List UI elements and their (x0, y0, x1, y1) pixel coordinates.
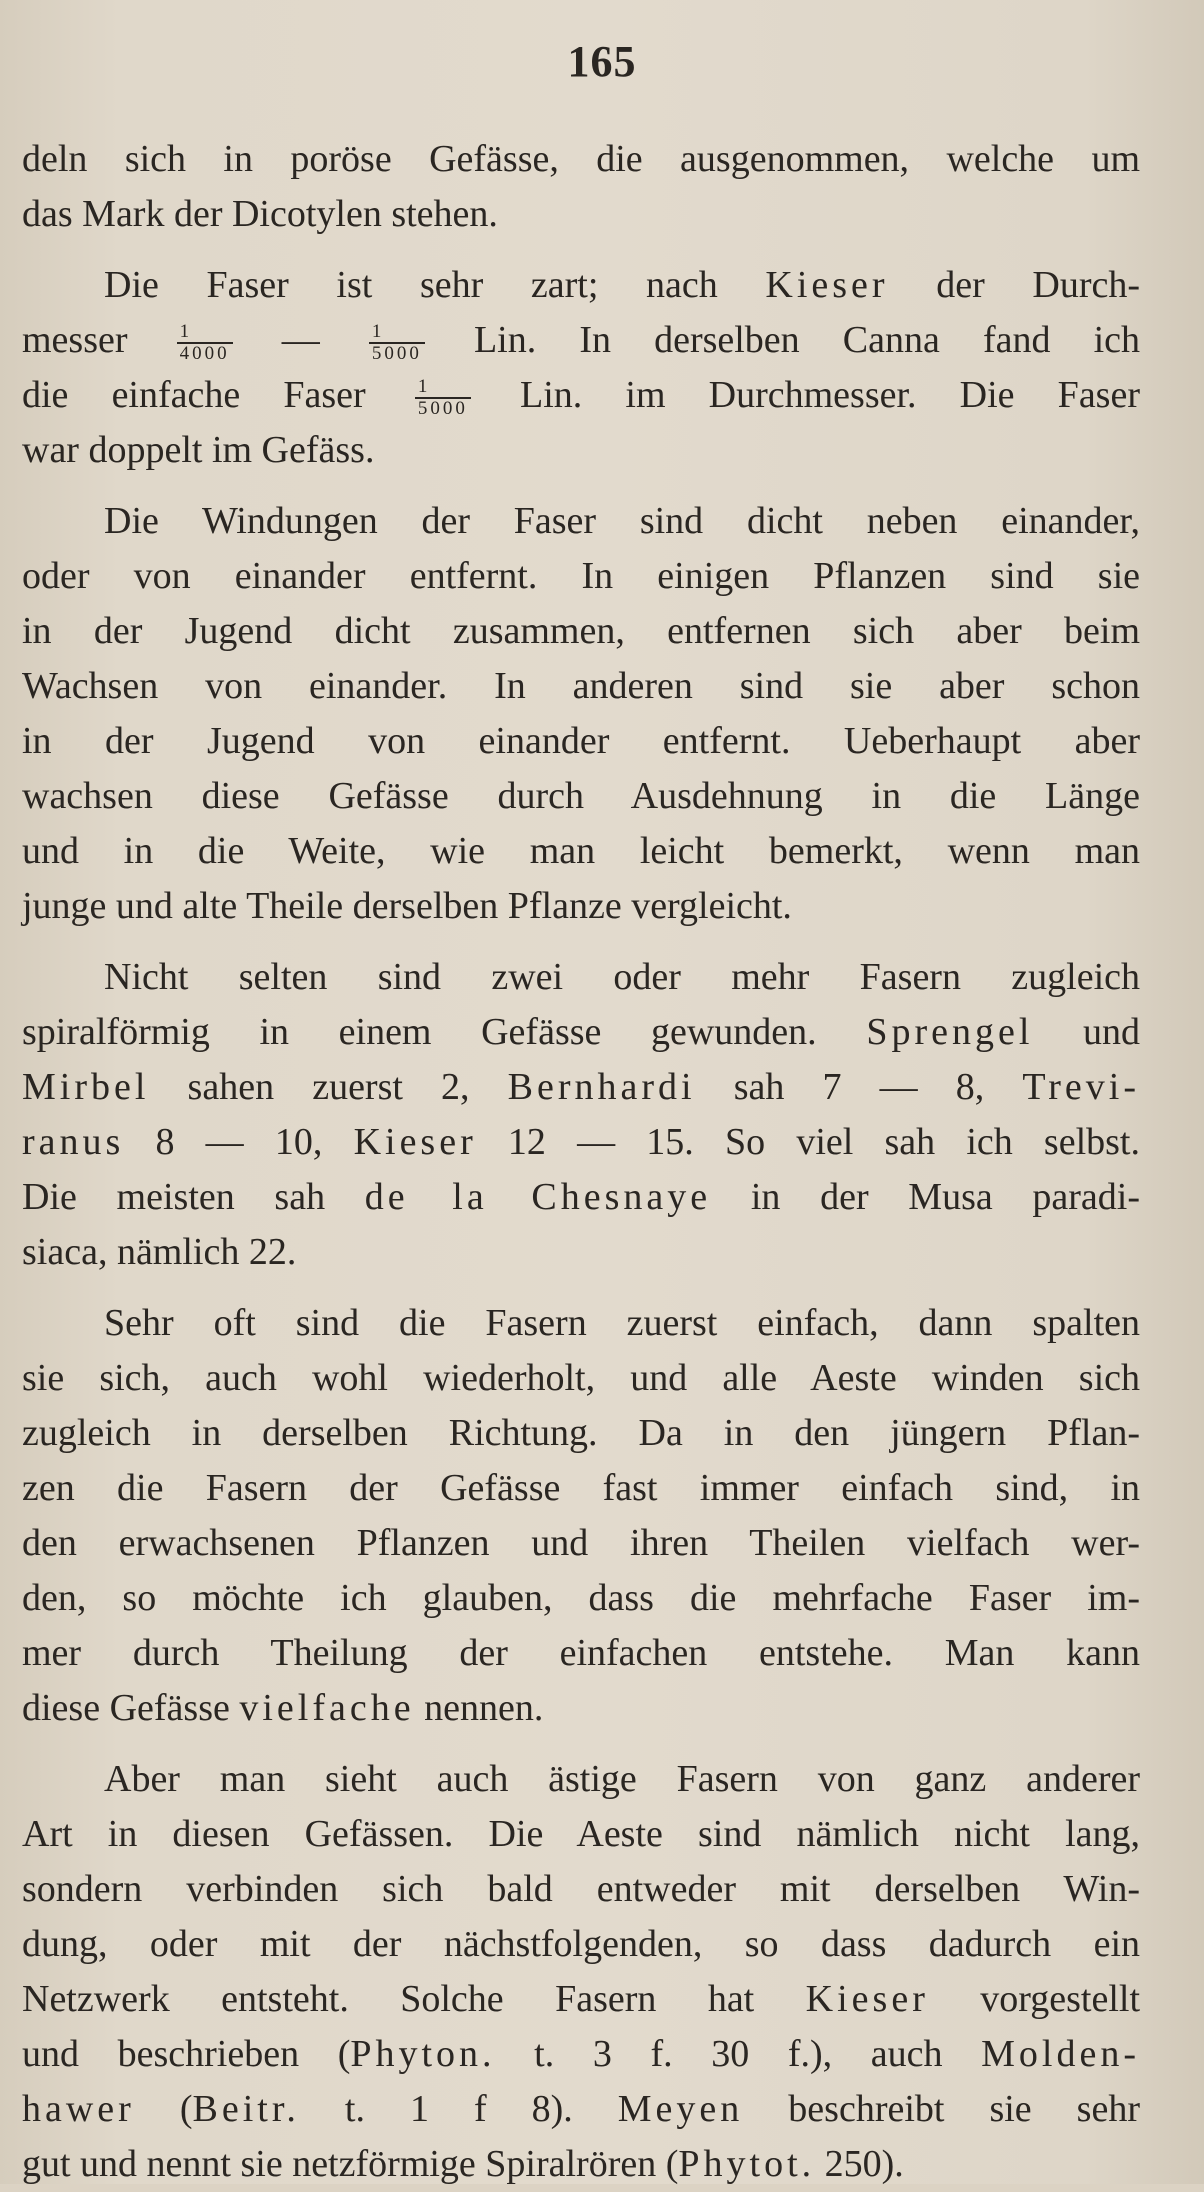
fraction-numerator: 1 (415, 377, 471, 399)
text-run: in der Jugend von einander entfernt. Ueberhaupt aber (22, 720, 1140, 762)
text-run: diese Gefässe (22, 1687, 240, 1729)
text-line (22, 1296, 1140, 1351)
text-run: mer durch Theilung der einfachen entstehe. Man kann (22, 1632, 1140, 1674)
text-run: Die Faser ist sehr zart; nach (104, 264, 766, 306)
text-run: siaca, nämlich 22. (22, 1231, 297, 1273)
fraction-denominator: 5000 (371, 343, 422, 365)
text-line (22, 2082, 1140, 2137)
text-line (22, 549, 1140, 604)
text-run: das Mark der Dicotylen stehen. (22, 193, 498, 235)
fraction (415, 377, 471, 419)
paragraph-gap (22, 934, 1140, 950)
text-line (22, 769, 1140, 824)
text-line (22, 1406, 1140, 1461)
text-line (22, 659, 1140, 714)
text-line (22, 1862, 1140, 1917)
spaced-name: Molden- (981, 2033, 1140, 2075)
text-run: Netzwerk entsteht. Solche Fasern hat (22, 1978, 806, 2020)
text-line (22, 879, 1140, 934)
spaced-name: Kieser (805, 1978, 929, 2020)
text-run: spiralförmig in einem Gefässe gewunden. (22, 1011, 867, 1053)
text-run: junge und alte Theile derselben Pflanze vergleicht. (22, 885, 792, 927)
text-line (22, 950, 1140, 1005)
text-line (22, 1225, 1140, 1280)
text-line (22, 187, 1140, 242)
text-line (22, 1115, 1140, 1170)
text-line (22, 1752, 1140, 1807)
spaced-name: Beitr. (192, 2088, 300, 2130)
fraction-numerator: 1 (369, 322, 425, 344)
text-run: dung, oder mit der nächstfolgenden, so dass dadurch ein (22, 1923, 1140, 1965)
spaced-name: vielfache (239, 1687, 415, 1729)
text-run: — (238, 319, 363, 361)
fraction-denominator: 5000 (417, 398, 468, 420)
paragraph-gap (22, 1280, 1140, 1296)
spaced-name: Phytot. (678, 2143, 816, 2185)
fraction-denominator: 4000 (179, 343, 230, 365)
text-run: vorgestellt (928, 1978, 1141, 2020)
text-run: Nicht selten sind zwei oder mehr Fasern zugleich (104, 956, 1140, 998)
text-run: in der Jugend dicht zusammen, entfernen sich aber beim (22, 610, 1140, 652)
text-line (22, 604, 1140, 659)
spaced-name: hawer (22, 2088, 135, 2130)
fraction (177, 322, 233, 364)
spaced-name: Phyton. (350, 2033, 496, 2075)
text-run: und beschrieben ( (22, 2033, 351, 2075)
text-line (22, 714, 1140, 769)
text-run: Sehr oft sind die Fasern zuerst einfach, dann spalten (104, 1302, 1140, 1344)
text-run: messer (22, 319, 171, 361)
text-run: 8 — 10, (124, 1121, 354, 1163)
fraction-numerator: 1 (177, 322, 233, 344)
spaced-name: Kieser (765, 264, 889, 306)
text-line (22, 494, 1140, 549)
text-run: deln sich in poröse Gefässe, die ausgenommen, welche um (22, 138, 1140, 180)
text-run: ( (134, 2088, 193, 2130)
text-run: nennen. (414, 1687, 544, 1729)
text-run: den, so möchte ich glauben, dass die mehrfache Faser im- (22, 1577, 1140, 1619)
text-line (22, 1005, 1140, 1060)
text-line (22, 1626, 1140, 1681)
text-run: beschreibt sie sehr (743, 2088, 1140, 2130)
text-run: wachsen diese Gefässe durch Ausdehnung in die Länge (22, 775, 1140, 817)
spaced-name: Meyen (617, 2088, 744, 2130)
paragraph-gap (22, 1736, 1140, 1752)
spaced-name: de la Chesnaye (364, 1176, 712, 1218)
text-line (22, 824, 1140, 879)
page-number: 165 (567, 37, 637, 86)
text-run: t. 3 f. 30 f.), auch (495, 2033, 982, 2075)
text-line (22, 1351, 1140, 1406)
spaced-name: Kieser (353, 1121, 477, 1163)
spaced-name: ranus (22, 1121, 125, 1163)
text-run: und in die Weite, wie man leicht bemerkt, wenn man (22, 830, 1140, 872)
spaced-name: Sprengel (866, 1011, 1034, 1053)
text-run: sah 7 — 8, (695, 1066, 1023, 1108)
text-run: Art in diesen Gefässen. Die Aeste sind nämlich nicht lang, (22, 1813, 1140, 1855)
paragraph-gap (22, 478, 1140, 494)
text-run: zugleich in derselben Richtung. Da in den jüngern Pflan- (22, 1412, 1140, 1454)
text-run: Wachsen von einander. In anderen sind sie aber schon (22, 665, 1140, 707)
text-run: den erwachsenen Pflanzen und ihren Theilen vielfach wer- (22, 1522, 1140, 1564)
spaced-name: Trevi- (1022, 1066, 1140, 1108)
text-run: Die Windungen der Faser sind dicht neben einander, (104, 500, 1140, 542)
text-line (22, 1170, 1140, 1225)
text-line (22, 423, 1140, 478)
text-run: gut und nennt sie netzförmige Spiralrören ( (22, 2143, 679, 2185)
text-run: sie sich, auch wohl wiederholt, und alle Aeste winden sich (22, 1357, 1140, 1399)
text-run: sahen zuerst 2, (149, 1066, 508, 1108)
text-run: Aber man sieht auch ästige Fasern von ganz anderer (104, 1758, 1140, 1800)
text-line (22, 1917, 1140, 1972)
text-run: oder von einander entfernt. In einigen Pflanzen sind sie (22, 555, 1140, 597)
text-line (22, 1972, 1140, 2027)
text-run: die einfache Faser (22, 374, 409, 416)
text-line (22, 1807, 1140, 1862)
spaced-name: Bernhardi (507, 1066, 696, 1108)
text-run: Lin. In derselben Canna fand ich (430, 319, 1141, 361)
text-run: Lin. im Durchmesser. Die Faser (476, 374, 1140, 416)
text-line (22, 1571, 1140, 1626)
text-line (22, 368, 1140, 423)
text-run: zen die Fasern der Gefässe fast immer einfach sind, in (22, 1467, 1140, 1509)
text-line (22, 1516, 1140, 1571)
text-line (22, 2027, 1140, 2082)
text-run: 250). (815, 2143, 904, 2185)
text-run: der Durch- (888, 264, 1140, 306)
paragraph-gap (22, 242, 1140, 258)
text-run: t. 1 f 8). (299, 2088, 618, 2130)
text-line (22, 1681, 1140, 1736)
text-line (22, 258, 1140, 313)
spaced-name: Mirbel (22, 1066, 150, 1108)
fraction (369, 322, 425, 364)
text-run: in der Musa paradi- (711, 1176, 1140, 1218)
body-text (22, 132, 1140, 2192)
text-run: Die meisten sah (22, 1176, 365, 1218)
text-run: war doppelt im Gefäss. (22, 429, 375, 471)
text-line (22, 313, 1140, 368)
text-run: sondern verbinden sich bald entweder mit derselben Win- (22, 1868, 1140, 1910)
text-line (22, 1461, 1140, 1516)
text-run: und (1033, 1011, 1141, 1053)
text-line (22, 132, 1140, 187)
text-run: 12 — 15. So viel sah ich selbst. (476, 1121, 1140, 1163)
text-line (22, 1060, 1140, 1115)
